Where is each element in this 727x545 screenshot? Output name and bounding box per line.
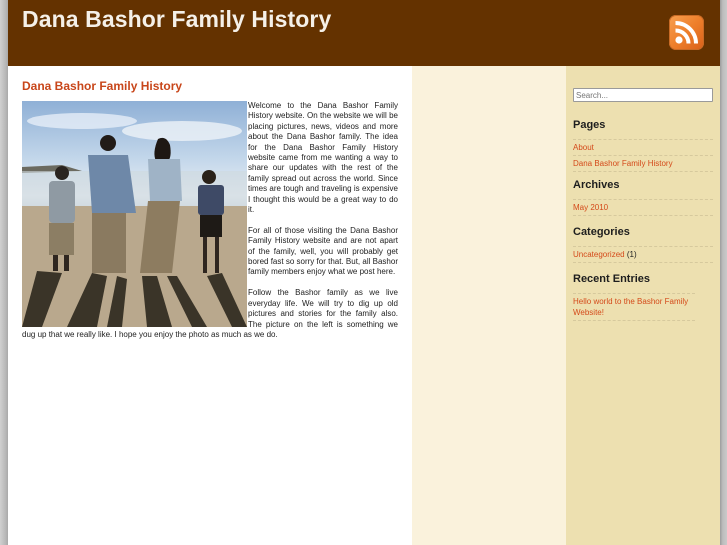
rss-feed-icon[interactable] bbox=[669, 15, 704, 50]
rss-glyph-icon bbox=[669, 15, 704, 50]
pages-list bbox=[573, 139, 713, 172]
site-header bbox=[8, 0, 720, 66]
site-title[interactable]: Dana Bashor Family History bbox=[22, 6, 332, 32]
widget-title-pages: Pages bbox=[573, 119, 606, 131]
search-input[interactable] bbox=[573, 88, 713, 102]
list-item bbox=[573, 155, 713, 172]
categories-list bbox=[573, 246, 713, 263]
widget-title-recent-entries: Recent Entries bbox=[573, 273, 651, 285]
family-silhouette-image bbox=[22, 101, 247, 327]
middle-column bbox=[412, 66, 566, 545]
page-link-about[interactable]: About bbox=[573, 143, 594, 152]
sidebar bbox=[566, 66, 720, 545]
post-body bbox=[22, 101, 398, 351]
list-item bbox=[573, 293, 695, 321]
archives-list bbox=[573, 199, 713, 216]
post-paragraph: For all of those visiting the Dana Bashor Family History website and are not apart of the family, well, you will probably get bored fast so sorry for that. But, all Bashor family members enjoy what we post here. bbox=[248, 225, 398, 277]
list-item bbox=[573, 199, 713, 216]
recent-entries-list bbox=[573, 293, 695, 321]
main-content bbox=[8, 66, 412, 545]
post-paragraph: Welcome to the Dana Bashor Family History website. On the website we will be placing pictures, news, videos and more about the Dana Bashor family. The idea for the Dana Bashor Family History website came from me wanting a way to share our updates with the rest of the family spread out across the world. Since times are tough and traveling is expensive I thought this would be a great way to do it. bbox=[248, 101, 398, 215]
page-link-family-history[interactable]: Dana Bashor Family History bbox=[573, 159, 673, 168]
list-item bbox=[573, 246, 713, 263]
archive-link-may-2010[interactable]: May 2010 bbox=[573, 203, 609, 212]
window-right-edge bbox=[720, 0, 727, 545]
window-left-edge bbox=[0, 0, 8, 545]
post-title[interactable]: Dana Bashor Family History bbox=[22, 79, 183, 93]
widget-title-archives: Archives bbox=[573, 179, 620, 191]
recent-entry-link[interactable]: Hello world to the Bashor Family Website! bbox=[573, 297, 689, 317]
family-beach-photo bbox=[22, 101, 247, 327]
list-item bbox=[573, 139, 713, 155]
category-count: (1) bbox=[626, 250, 637, 259]
widget-title-categories: Categories bbox=[573, 226, 630, 238]
post-paragraph: Follow the Bashor family as we live everyday life. We will try to dig up old pictures and stories for the family also. The picture on the left is something we dug up that we really like. I hope you enjoy the photo as much as we do. bbox=[22, 288, 398, 339]
category-link-uncategorized[interactable]: Uncategorized bbox=[573, 250, 625, 259]
page bbox=[8, 0, 720, 545]
